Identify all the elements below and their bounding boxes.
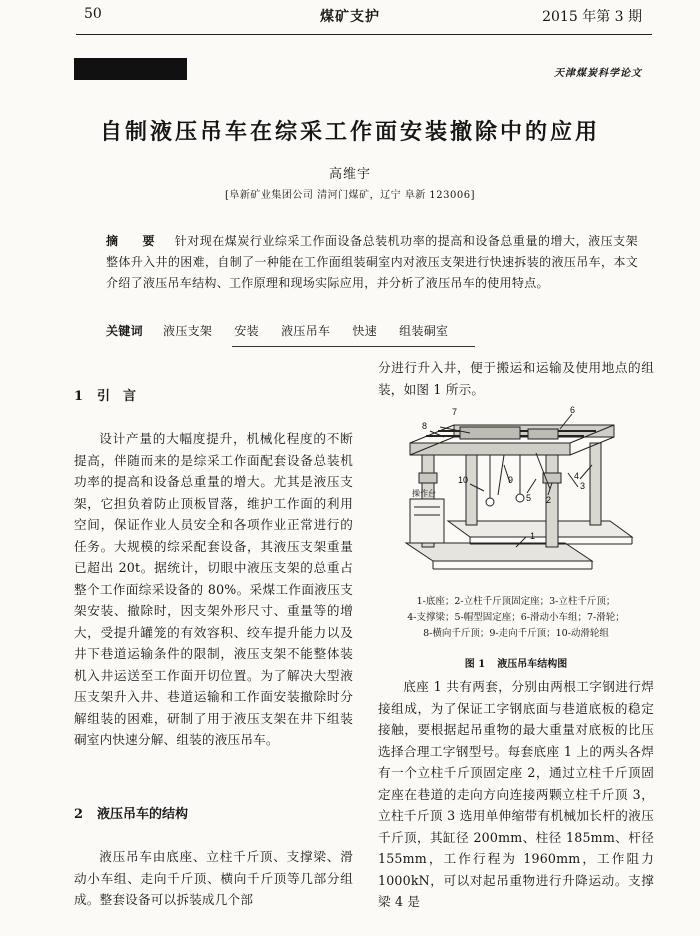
callout-7: 7: [452, 407, 458, 417]
callout-1: 1: [530, 531, 536, 541]
abstract: [106, 231, 638, 294]
section-number: 2: [74, 807, 84, 822]
body-paragraph: 设计产量的大幅度提升，机械化程度的不断提高，伴随而来的是综采工作面配套设备总装机功率的提高和设备总重量的增大。尤其是液压支架，它担负着防止顶板冒落，维护工作面的利用空间，保证作业人员安全和各项作业正常进行的任务。大规模的综采配套设备，其液压支架重量已超出 20t。据统计，切眼中液压支架的总重占整个工作面综采设备的 80%。采煤工作面液压支架安装、撤除时，因支架外形尺寸、重量等的增大，受提升罐笼的有效容积、绞车提升能力以及井下巷道运输条件的限制，液压支架不能整体装机入井运送至工作面开切位置。为了解决大型液压支架升入井、巷道运输和工作面安装撤除时分解组装的困难，研制了用于液压支架在井下组装硐室内快速分解、组装的液压吊车。: [74, 431, 353, 747]
section-title: 引 言: [97, 389, 137, 404]
keyword: 快速: [352, 324, 378, 338]
figure-caption-text: 液压吊车结构图: [497, 659, 568, 670]
article-title: 自制液压吊车在综采工作面安装撤除中的应用: [99, 119, 600, 145]
callout-4: 4: [574, 471, 580, 481]
page-number: 50: [84, 6, 102, 22]
body-paragraph: 液压吊车由底座、立柱千斤顶、支撑梁、滑动小车组、走向千斤顶、横向千斤顶等几部分组成。整套设备可以拆装成几个部: [74, 849, 353, 907]
legend-line: 1-底座；2-立柱千斤顶固定座；3-立柱千斤顶；: [416, 596, 616, 607]
issue-label: 2015 年第 3 期: [542, 9, 642, 25]
section-heading-2: [74, 803, 188, 822]
figure-legend: [378, 594, 654, 642]
body-paragraph: 底座 1 共有两套，分别由两根工字钢进行焊接组成，为了保证工字钢底面与巷道底板的稳定接触，要根据起吊重物的最大重量对底板的比压选择合理工字钢型号。每套底座 1 上的两头各焊有一个立柱千斤顶固定座 2，通过立柱千斤顶固定座在巷道的走向方向连接两颗立柱千斤顶 3，立柱千斤顶 3 选用单伸缩带有机械加长杆的液压千斤顶，其缸径 200mm、柱径 185mm、杆径 155mm，工作行程为 1960mm，工作阻力 1000kN，可以对起吊重物进行升降运动。支撑梁 4 是: [378, 679, 654, 909]
journal-name: 煤矿支护: [320, 9, 380, 25]
section-title: 液压吊车的结构: [97, 807, 189, 822]
section-number: 1: [74, 389, 84, 404]
header-rule: [76, 34, 652, 35]
figure-number: 图 1: [464, 659, 486, 670]
column-tag: 天津煤炭科学论文: [554, 68, 642, 79]
abstract-text: 针对现在煤炭行业综采工作面设备总装机功率的提高和设备总重量的增大，液压支架整体升入井的困难，自制了一种能在工作面组装硐室内对液压支架进行快速拆装的液压吊车，本文介绍了液压吊车结构、工作原理和现场实际应用，并分析了液压吊车的使用特点。: [106, 234, 638, 290]
figure-caption: [378, 655, 654, 670]
keyword: 液压支架: [163, 324, 213, 338]
console-label: 操作台: [412, 489, 436, 498]
callout-3: 3: [580, 481, 586, 491]
callout-6: 6: [570, 405, 576, 415]
keyword: 安装: [234, 324, 259, 338]
abstract-divider: [232, 346, 475, 347]
body-paragraph: 分进行升入井，便于搬运和运输及使用地点的组装，如图 1 所示。: [378, 360, 654, 397]
callout-2: 2: [546, 495, 552, 505]
keyword: 液压吊车: [281, 324, 331, 338]
crane-structure-figure: [400, 403, 640, 588]
callout-8: 8: [422, 421, 428, 431]
keyword: 组装硐室: [399, 324, 449, 338]
callout-10: 10: [458, 475, 469, 485]
callout-9: 9: [508, 475, 514, 485]
legend-line: 8-横向千斤顶；9-走向千斤顶；10-动滑轮组: [423, 628, 609, 639]
redaction-bar: [74, 58, 187, 80]
legend-line: 4-支撑梁；5-帽型固定座；6-滑动小车组；7-滑轮；: [407, 612, 625, 623]
affiliation: [阜新矿业集团公司 清河门煤矿，辽宁 阜新 123006]: [224, 190, 475, 201]
keywords: [106, 322, 638, 339]
author: 高维宇: [328, 167, 371, 182]
abstract-label: 摘 要: [106, 234, 161, 248]
keywords-label: 关键词: [106, 324, 143, 338]
section-heading-1: [74, 385, 136, 404]
callout-5: 5: [526, 493, 532, 503]
